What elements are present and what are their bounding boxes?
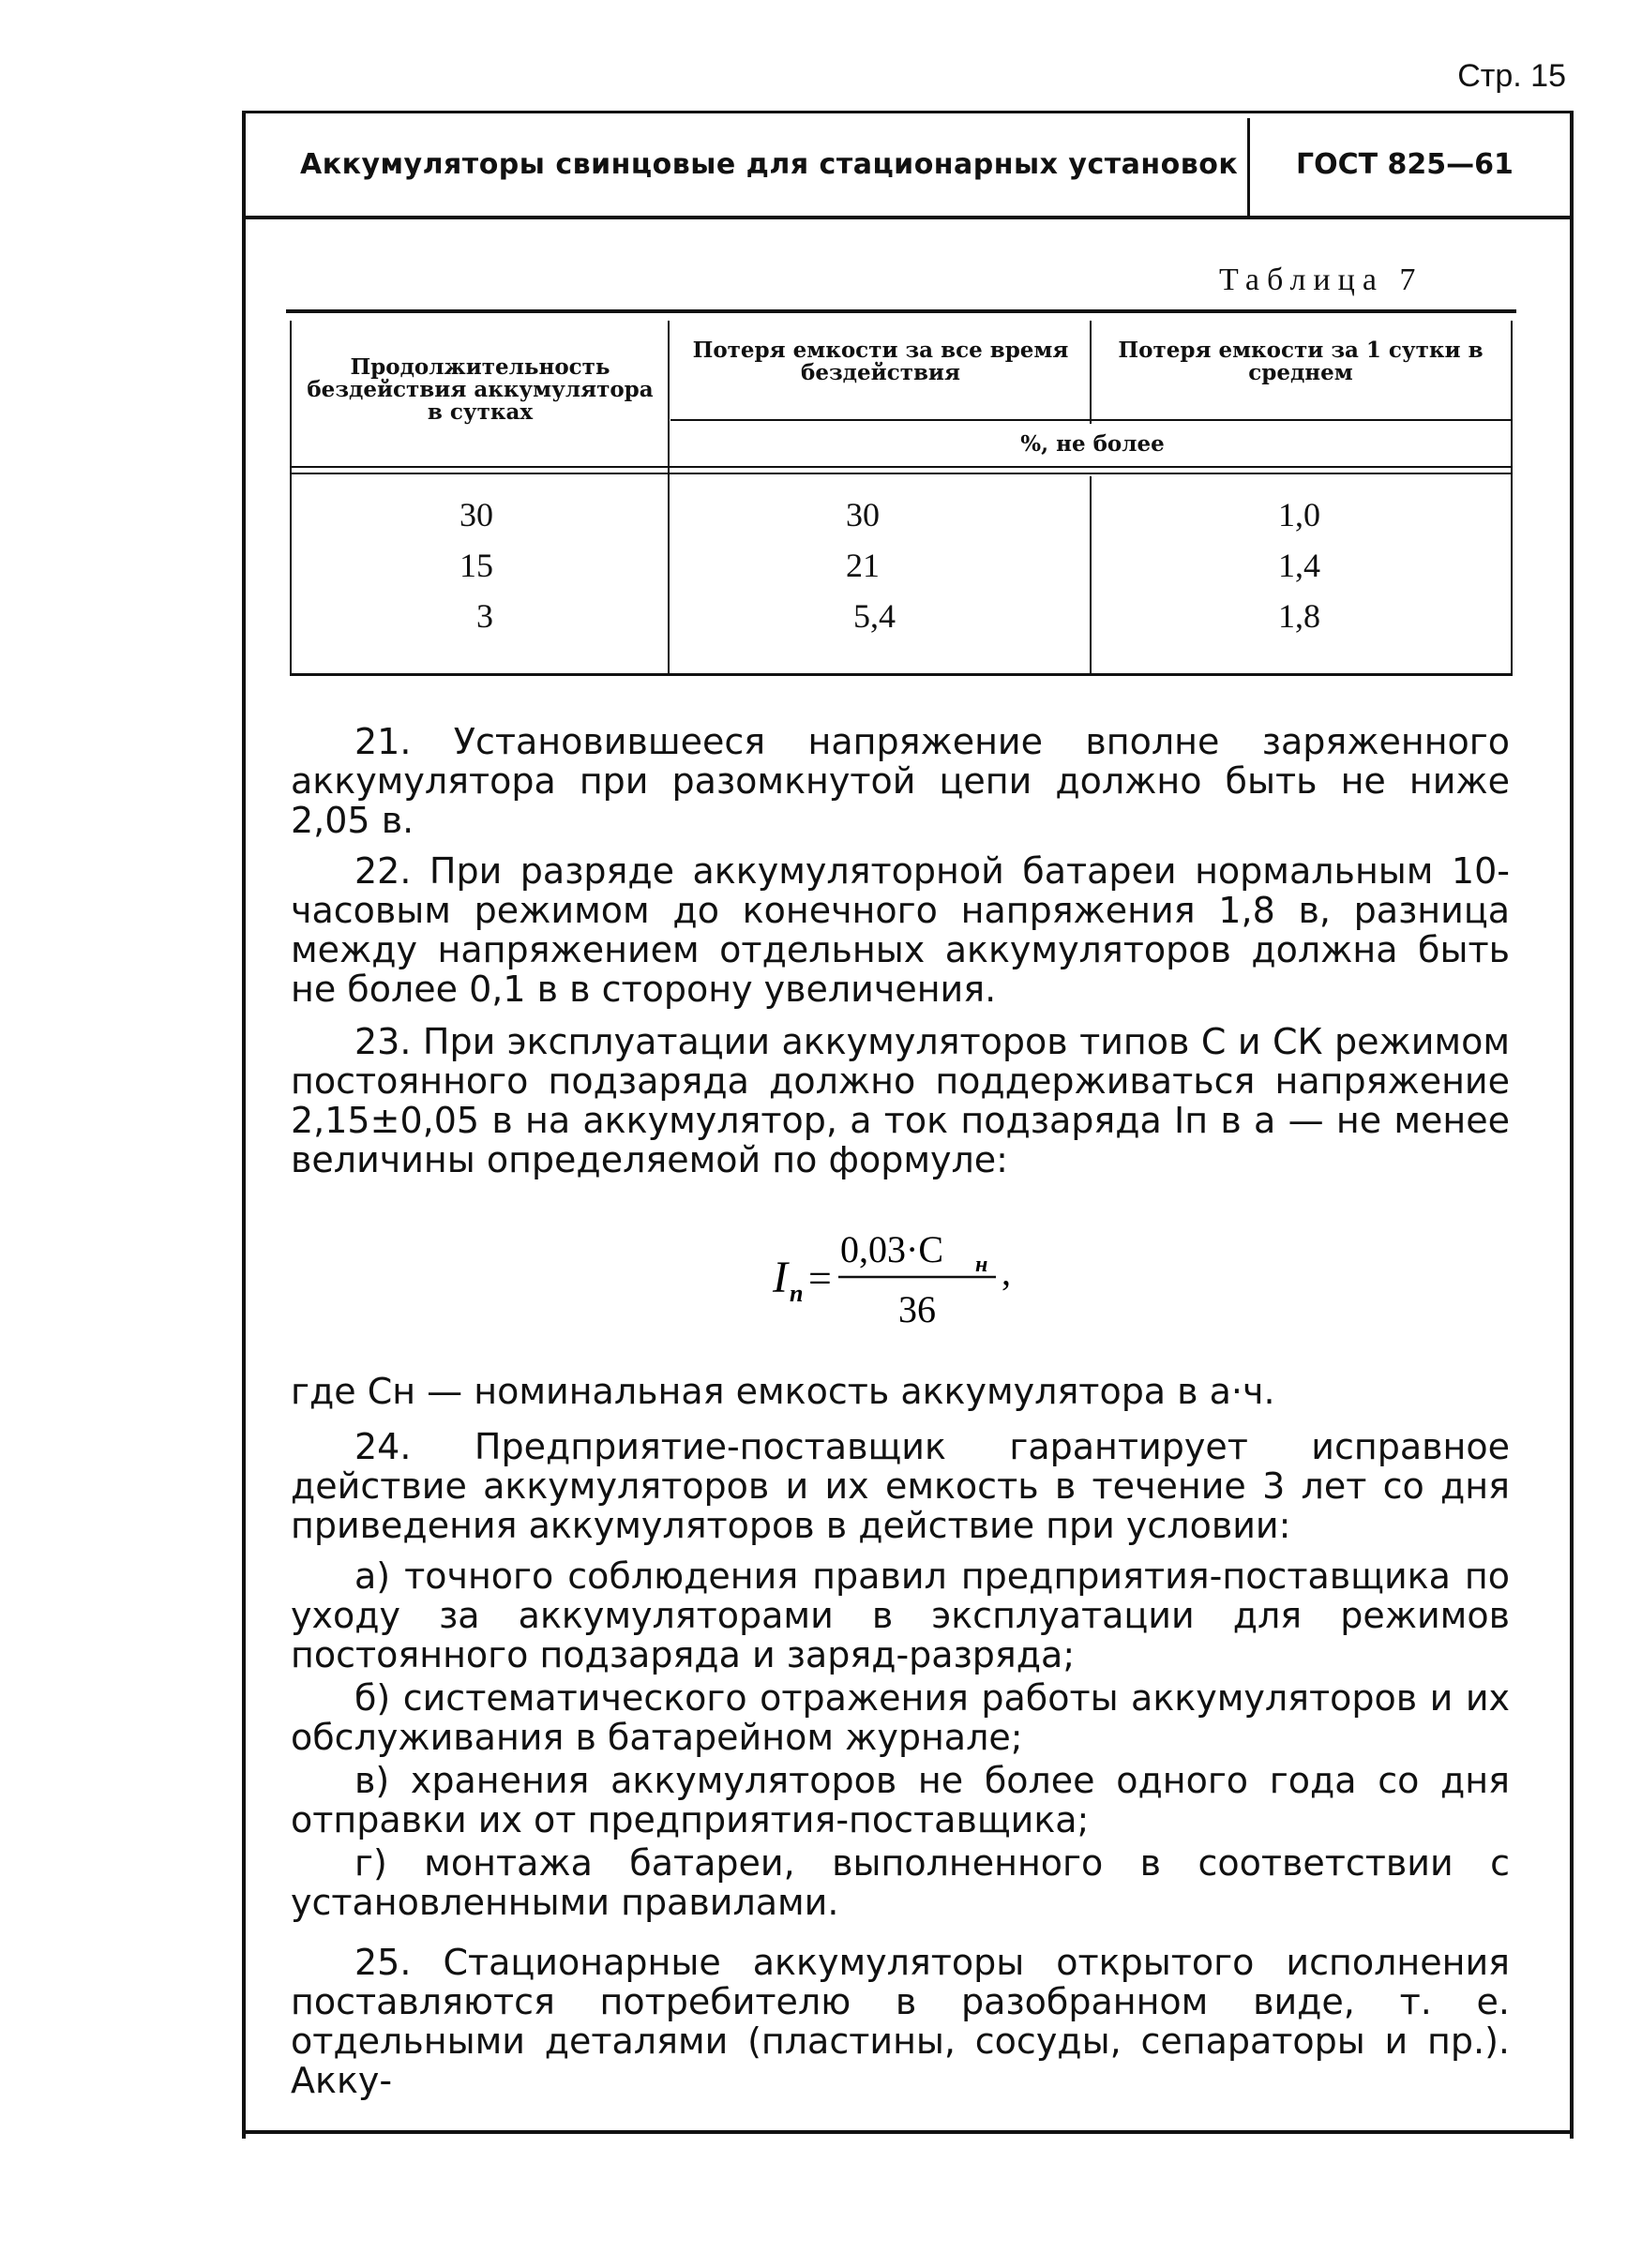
cell-total: 21 bbox=[846, 547, 880, 584]
cell-daily: 1,4 bbox=[1278, 547, 1320, 584]
document-title: Аккумуляторы свинцовые для стационарных установок bbox=[300, 148, 1239, 181]
paragraph-23: 23. При эксплуатации аккумуляторов типов С и СК режимом постоянного подзаряда должно поддерживаться напряжение 2,15±0,05 в на аккумулятор, а ток подзаряда Iп в а — не менее величины определяемой по формуле: bbox=[291, 1021, 1510, 1180]
cell-daily: 1,8 bbox=[1278, 597, 1320, 635]
paragraph-24c: в) хранения аккумуляторов не более одного года со дня отправки их от предприятия-поставщика; bbox=[291, 1760, 1510, 1840]
header-total-loss: Потеря емкости за все время бездействия bbox=[692, 338, 1069, 385]
formula-graphic bbox=[769, 1219, 1050, 1341]
formula-legend: где Cн — номинальная емкость аккумулятора в а·ч. bbox=[291, 1371, 1275, 1412]
formula-numerator-sub: н bbox=[975, 1253, 988, 1277]
cell-days: 3 bbox=[476, 597, 493, 635]
header-duration: Продолжительность бездействия аккумулятора в сутках bbox=[307, 354, 654, 425]
paragraph-21: 21. Установившееся напряжение вполне заряженного аккумулятора при разомкнутой цепи должно быть не ниже 2,05 в. bbox=[291, 721, 1510, 841]
formula-lhs: I bbox=[773, 1253, 788, 1302]
header-unit: %, не более bbox=[1020, 431, 1165, 457]
cell-days: 15 bbox=[459, 547, 493, 584]
table-caption: Таблица 7 bbox=[1219, 263, 1424, 297]
cell-total: 30 bbox=[846, 496, 880, 533]
cell-total: 5,4 bbox=[853, 597, 896, 635]
header-daily-loss: Потеря емкости за 1 сутки в среднем bbox=[1118, 338, 1484, 385]
formula-lhs-sub: п bbox=[790, 1280, 804, 1307]
paragraph-24a: а) точного соблюдения правил предприятия-поставщика по уходу за аккумуляторами в эксплуатации для режимов постоянного подзаряда и заряд-разряда; bbox=[291, 1555, 1510, 1675]
paragraph-24b: б) систематического отражения работы аккумуляторов и их обслуживания в батарейном журнале; bbox=[291, 1677, 1510, 1758]
formula-comma: , bbox=[1002, 1251, 1011, 1293]
paragraph-25: 25. Стационарные аккумуляторы открытого исполнения поставляются потребителю в разобранном виде, т. е. отдельными деталями (пластины, сосуды, сепараторы и пр.). Акку- bbox=[291, 1942, 1510, 2101]
paragraph-24d: г) монтажа батареи, выполненного в соответствии с установленными правилами. bbox=[291, 1842, 1510, 1923]
standard-number: ГОСТ 825—61 bbox=[1296, 148, 1514, 181]
formula-equals: = bbox=[808, 1255, 832, 1301]
cell-days: 30 bbox=[459, 496, 493, 533]
paragraph-24: 24. Предприятие-поставщик гарантирует исправное действие аккумуляторов и их емкость в течение 3 лет со дня приведения аккумуляторов в действие при условии: bbox=[291, 1426, 1510, 1546]
formula bbox=[769, 1219, 1050, 1351]
header-divider bbox=[1247, 118, 1250, 216]
formula-denominator: 36 bbox=[898, 1288, 936, 1330]
data-table bbox=[286, 309, 1516, 677]
paragraph-22: 22. При разряде аккумуляторной батареи нормальным 10-часовым режимом до конечного напряжения 1,8 в, разница между напряжением отдельных аккумуляторов должна быть не более 0,1 в в сторону увеличения. bbox=[291, 850, 1510, 1010]
footer-rule bbox=[242, 2130, 1574, 2134]
cell-daily: 1,0 bbox=[1278, 496, 1320, 533]
header-rule bbox=[242, 216, 1574, 219]
page-number: Стр. 15 bbox=[1457, 58, 1566, 94]
formula-numerator: 0,03·C bbox=[840, 1228, 943, 1270]
